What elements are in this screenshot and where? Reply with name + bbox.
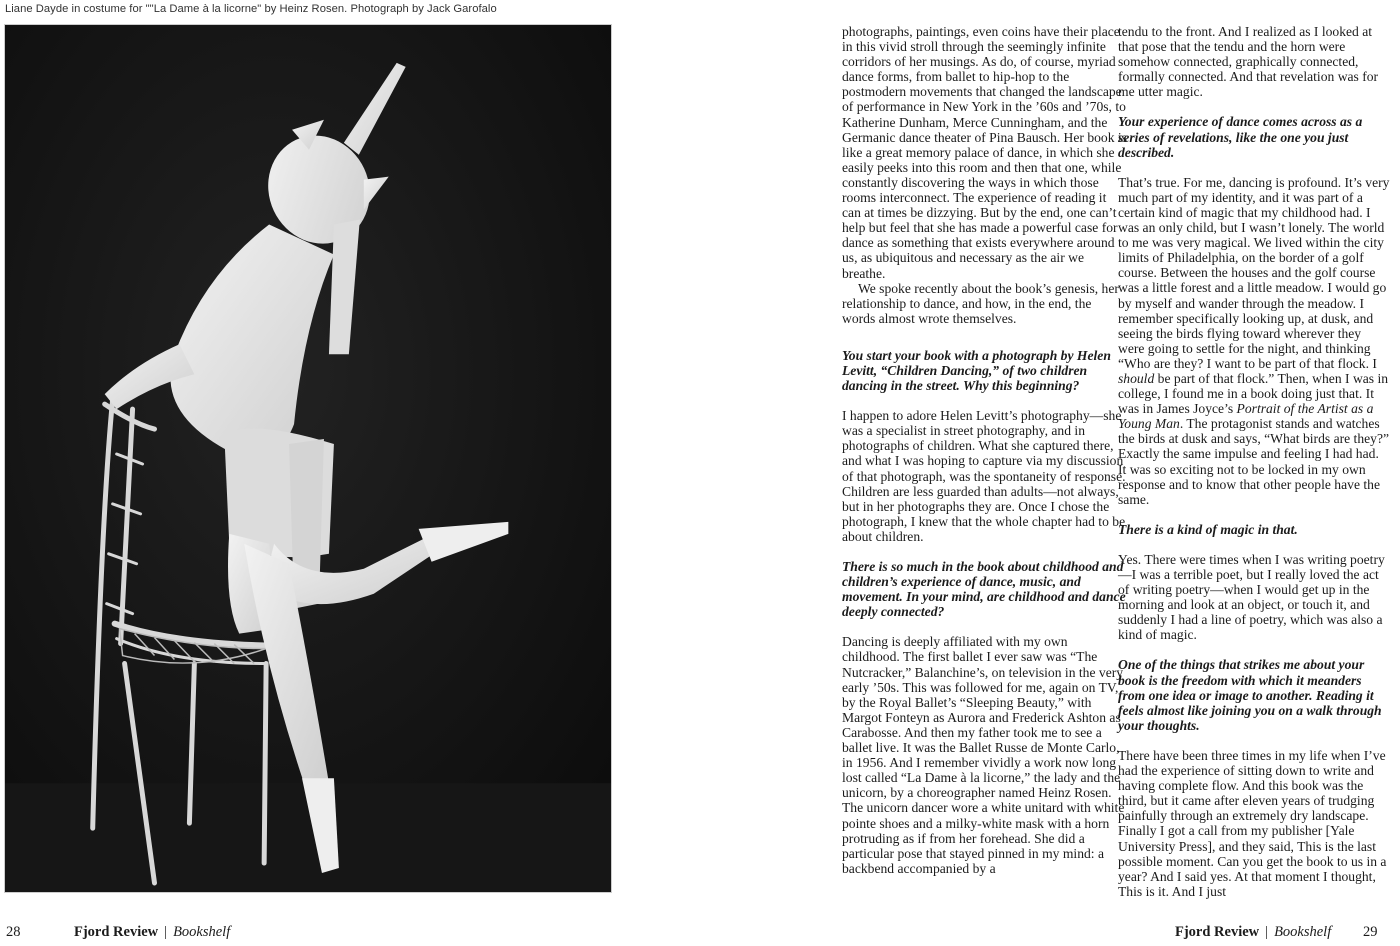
interview-question: You start your book with a photograph by Helen Levitt, “Children Dancing,” of two children dancing in the street. Why this beginning? — [842, 347, 1111, 394]
interview-question: Your experience of dance comes across as a series of revelations, like the one you just described. — [1118, 114, 1363, 160]
answer-text: . The protagonist stands and watches the birds at dusk and says, “What birds are they?” Exactly the same impulse and feeling I had had. It was so exciting not to be locked in my own response and to know that other people have the same. — [1118, 416, 1390, 507]
magazine-name: Fjord Review — [1175, 924, 1260, 940]
answer-emphasis: should — [1118, 370, 1155, 386]
section-name: Bookshelf — [173, 924, 231, 940]
photo-illustration — [5, 25, 611, 892]
interview-question: One of the things that strikes me about your book is the freedom with which it meanders from one idea or image to another. Reading it feels almost like joining you on a walk through your thoughts. — [1118, 657, 1382, 733]
body-paragraph: photographs, paintings, even coins have their place in this vivid stroll through the seemingly infinite corridors of her musings. As do, of course, myriad dance forms, from ballet to hip-hop to the postmodern movements that changed the landscape of performance in New York in the ’60s and ’70s, to Katherine Dunham, Merce Cunningham, and the Germanic dance theater of Pina Bausch. Her book is like a great memory palace of dance, in which she easily peeks into this room and then that one, while constantly discovering the ways in which those rooms interconnect. The experience of reading it can at times be dizzying. But by the end, one can’t help but feel that she has made a powerful case for dance as something that exists everywhere around us, as ubiquitous and necessary as the air we breathe. — [842, 24, 1127, 281]
answer-text: be part of that flock.” Then, when I was in college, I found me in a book doing just that. It was in James Joyce’s — [1118, 370, 1389, 417]
dancer-photograph — [4, 24, 612, 893]
interview-answer: I happen to adore Helen Levitt’s photography—she was a specialist in street photography, and in photographs of children. What she captured there, and what I was hoping to capture via my discussion of that photograph, was the spontaneity of response. Children are less guarded than adults—not always, but in her photographs they are. Once I chose the photograph, I knew that the whole chapter had to be about children. — [842, 408, 1126, 544]
magazine-name: Fjord Review — [74, 924, 159, 940]
body-paragraph: We spoke recently about the book’s genesis, her relationship to dance, and how, in the end, the words almost wrote themselves. — [842, 280, 1119, 326]
interview-answer: Yes. There were times when I was writing poetry—I was a terrible poet, but I really loved the act of writing poetry—when I would get up in the morning and look at an object, or touch it, and suddenly I had a line of poetry, which was also a kind of magic. — [1118, 551, 1385, 643]
folio-separator: | — [164, 924, 168, 940]
interview-answer — [1118, 175, 1390, 507]
section-name: Bookshelf — [1274, 924, 1332, 940]
interview-question: There is so much in the book about childhood and children’s experience of dance, music, and movement. In your mind, are childhood and dance deeply connected? — [842, 559, 1126, 620]
folio-right — [1175, 924, 1331, 941]
interview-answer: Dancing is deeply affiliated with my own childhood. The first ballet I ever saw was “The Nutcracker,” Balanchine’s, on television in the very early ’50s. This was followed for me, again on TV, by the Royal Ballet’s “Sleeping Beauty,” with Margot Fonteyn as Aurora and Frederick Ashton as Carabosse. And then my father took me to see a ballet live. It was the Ballet Russe de Monte Carlo, in 1956. And I remember vividly a work now long lost called “La Dame à la licorne,” the lady and the unicorn, by a choreographer named Heinz Rosen. The unicorn dancer wore a white unitard with white pointe shoes and a milky-white mask with a horn protruding as if from her forehead. She did a particular pose that stayed pinned in my mind: a backbend accompanied by a — [842, 634, 1125, 876]
answer-text: That’s true. For me, dancing is profound. It’s very much part of my identity, and it was part of a certain kind of magic that my childhood had. I was an only child, but I wasn’t lonely. The world to me was very magical. We lived within the city limits of Philadelphia, on the border of a golf course. Between the houses and the golf course was a little forest and a little meadow. I would go by myself and wander through the meadow. I remember specifically looking up, at dusk, and seeing the birds flying toward wherever they were going to settle for the night, and thinking “Who are they? I want to be part of that flock. I — [1118, 174, 1390, 371]
book-title: Portrait of the Artist as a Young Man — [1118, 401, 1374, 432]
body-paragraph: tendu to the front. And I realized as I looked at that pose that the tendu and the horn were somehow connected, graphically connected, formally connected. And that revelation was for me utter magic. — [1118, 24, 1379, 100]
article-column-1 — [842, 24, 1127, 876]
folio-left — [74, 924, 230, 941]
photo-caption: Liane Dayde in costume for ""La Dame à la licorne" by Heinz Rosen. Photograph by Jack Garofalo — [5, 3, 497, 15]
interview-answer: There have been three times in my life when I’ve had the experience of sitting down to write and having complete flow. And this book was the third, but it came after eleven years of trudging painfully through an extremely dry landscape. Finally I got a call from my publisher [Yale University Press], and they said, This is the last possible moment. Can you get the book to us in a year? And I said yes. At that moment I thought, This is it. And I just — [1118, 747, 1387, 899]
page-number-left: 28 — [6, 924, 21, 940]
page-number-right: 29 — [1363, 924, 1378, 940]
article-column-2 — [1118, 24, 1390, 899]
folio-separator: | — [1265, 924, 1269, 940]
interview-question: There is a kind of magic in that. — [1118, 521, 1298, 537]
